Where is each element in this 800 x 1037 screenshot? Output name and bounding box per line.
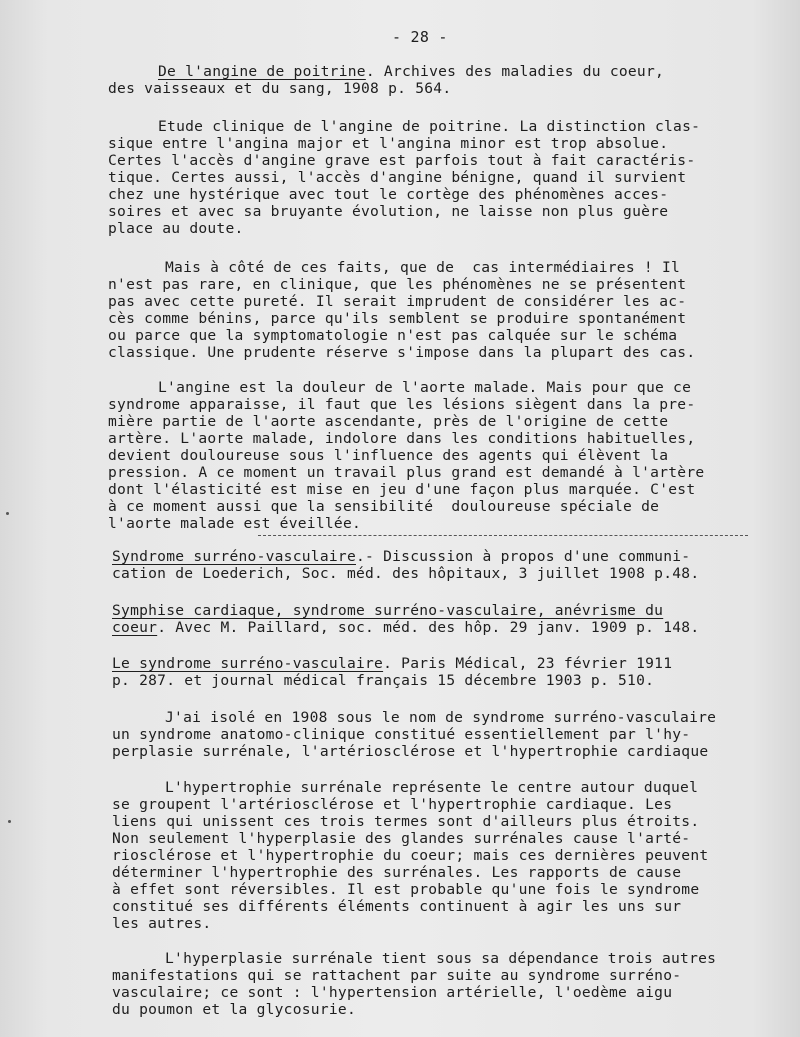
text-line: L'angine est la douleur de l'aorte malade. Mais pour que ce — [158, 379, 692, 396]
text-line: J'ai isolé en 1908 sous le nom de syndrome surréno-vasculaire — [165, 709, 717, 726]
ref-title: Syndrome surréno-vasculaire — [112, 548, 356, 565]
ref-line — [158, 63, 664, 80]
ref-title: Symphise cardiaque, syndrome surréno-vasculaire, anévrisme du — [112, 602, 664, 619]
text-line: du poumon et la glycosurie. — [112, 1001, 356, 1018]
ref-line — [112, 655, 672, 672]
text-line: classique. Une prudente réserve s'impose dans la plupart des cas. — [108, 344, 696, 361]
text-line: les autres. — [112, 915, 212, 932]
ref-text: .- Discussion à propos d'une communi- — [355, 548, 691, 565]
text-line: déterminer l'hypertrophie des surrénales. Les rapports de cause — [112, 864, 682, 881]
text-line: artère. L'aorte malade, indolore dans les conditions habituelles, — [108, 430, 696, 447]
text-line: L'hyperplasie surrénale tient sous sa dépendance trois autres — [165, 950, 717, 967]
ref-text: . Avec M. Paillard, soc. méd. des hôp. 29 janv. 1909 p. 148. — [157, 619, 700, 636]
text-line: sique entre l'angina major et l'angina minor est trop absolue. — [108, 135, 669, 152]
text-line: tique. Certes aussi, l'accès d'angine bénigne, quand il survient — [108, 169, 687, 186]
text-line: place au doute. — [108, 220, 244, 237]
ref-text: cation de Loederich, Soc. méd. des hôpitaux, 3 juillet 1908 p.48. — [112, 565, 700, 582]
page-number: - 28 - — [392, 28, 448, 46]
text-line: à effet sont réversibles. Il est probable qu'une fois le syndrome — [112, 881, 700, 898]
text-line: Non seulement l'hyperplasie des glandes surrénales cause l'arté- — [112, 830, 691, 847]
ref-line — [112, 565, 699, 582]
ref-title: coeur — [112, 619, 158, 636]
text-line: syndrome apparaisse, il faut que les lésions siègent dans la pre- — [108, 396, 696, 413]
text-line: perplasie surrénale, l'artériosclérose et l'hypertrophie cardiaque — [112, 743, 709, 760]
text-line: mière partie de l'aorte ascendante, près de l'origine de cette — [108, 413, 669, 430]
ref-text: p. 287. et journal médical français 15 décembre 1903 p. 510. — [112, 672, 655, 689]
text-line: Certes l'accès d'angine grave est parfois tout à fait caractéris- — [108, 152, 696, 169]
text-line: L'hypertrophie surrénale représente le centre autour duquel — [165, 779, 699, 796]
ref-line — [112, 672, 654, 689]
text-line: chez une hystérique avec tout le cortège des phénomènes acces- — [108, 186, 669, 203]
section-divider — [258, 535, 748, 536]
text-line: constitué ses différents éléments continuent à agir les uns sur — [112, 898, 682, 915]
text-line: n'est pas rare, en clinique, que les phénomènes ne se présentent — [108, 276, 687, 293]
text-line: cès comme bénins, parce qu'ils semblent se produire spontanément — [108, 310, 687, 327]
ref-text: . Paris Médical, 23 février 1911 — [383, 655, 673, 672]
text-line: dont l'élasticité est mise en jeu d'une façon plus marquée. C'est — [108, 481, 696, 498]
text-line: pression. A ce moment un travail plus grand est demandé à l'artère — [108, 464, 705, 481]
ref-line — [112, 602, 663, 619]
scan-speck — [8, 820, 11, 823]
text-line: ou parce que la symptomatologie n'est pas calquée sur le schéma — [108, 327, 678, 344]
text-line: l'aorte malade est éveillée. — [108, 515, 362, 532]
text-line: vasculaire; ce sont : l'hypertension artérielle, l'oedème aigu — [112, 984, 673, 1001]
ref-text: . Archives des maladies du coeur, — [365, 63, 665, 80]
ref-line — [112, 548, 690, 565]
text-line: manifestations qui se rattachent par suite au syndrome surréno- — [112, 967, 682, 984]
text-line: Mais à côté de ces faits, que de cas intermédiaires ! Il — [165, 259, 681, 276]
scan-speck — [6, 512, 9, 515]
text-line: devient douloureuse sous l'influence des agents qui élèvent la — [108, 447, 669, 464]
ref-text: des vaisseaux et du sang, 1908 p. 564. — [108, 80, 452, 97]
ref-title: De l'angine de poitrine — [158, 63, 366, 80]
ref-line — [112, 619, 699, 636]
text-line: un syndrome anatomo-clinique constitué essentiellement par l'hy- — [112, 726, 691, 743]
ref-line — [108, 80, 451, 97]
text-line: pas avec cette pureté. Il serait imprudent de considérer les ac- — [108, 293, 687, 310]
text-line: soires et avec sa bruyante évolution, ne laisse non plus guère — [108, 203, 669, 220]
text-line: Etude clinique de l'angine de poitrine. La distinction clas- — [158, 118, 701, 135]
text-line: riosclérose et l'hypertrophie du coeur; mais ces dernières peuvent — [112, 847, 709, 864]
ref-title: Le syndrome surréno-vasculaire — [112, 655, 384, 672]
text-line: à ce moment aussi que la sensibilité douloureuse spéciale de — [108, 498, 660, 515]
text-line: se groupent l'artériosclérose et l'hypertrophie cardiaque. Les — [112, 796, 673, 813]
text-line: liens qui unissent ces trois termes sont d'ailleurs plus étroits. — [112, 813, 700, 830]
